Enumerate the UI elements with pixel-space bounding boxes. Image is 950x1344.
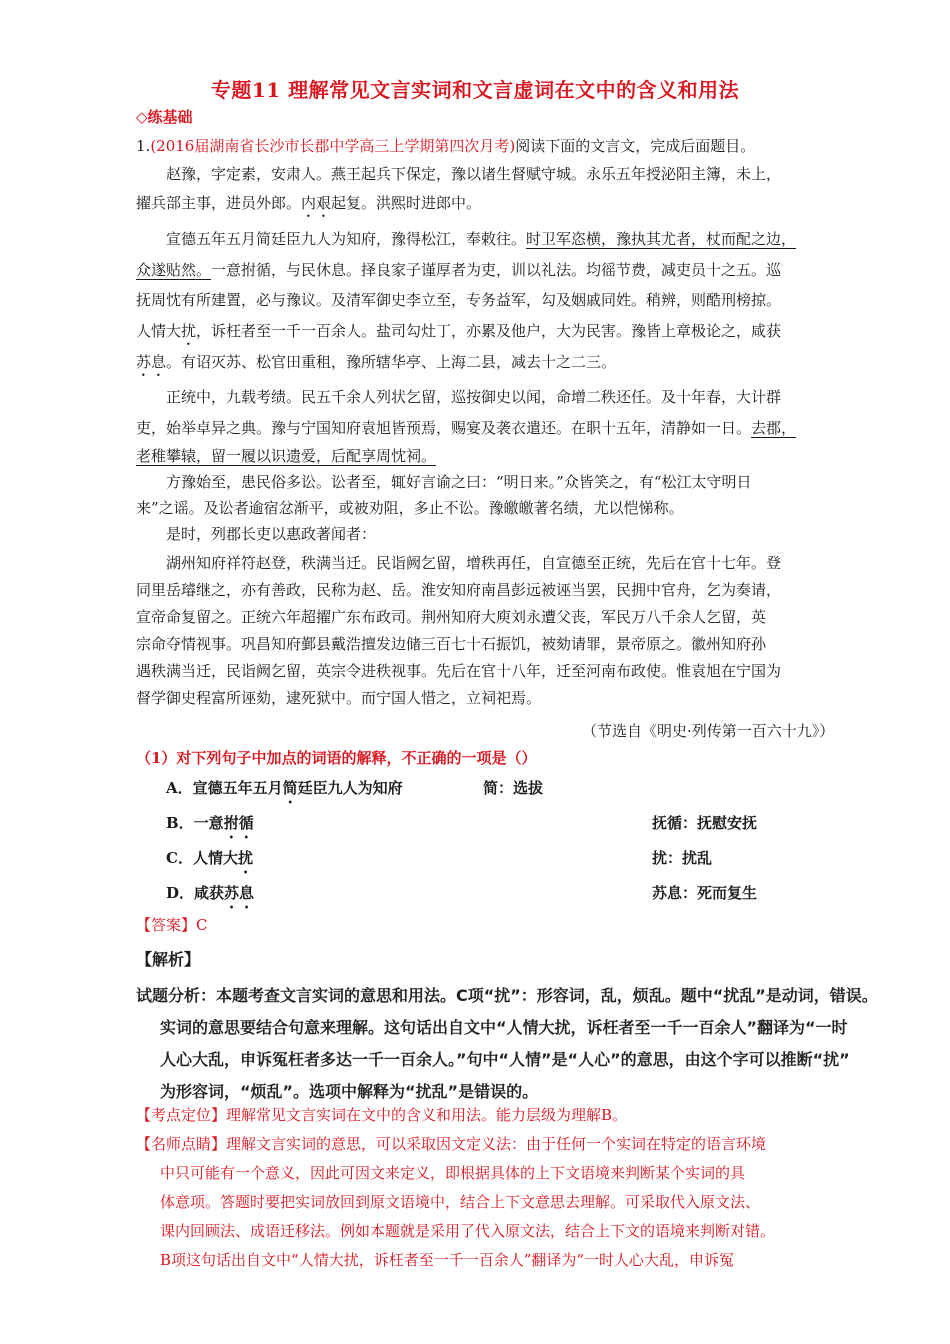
- mingshi-text: 中只可能有一个意义，因此可因文来定义，即根据具体的上下文语境来判断某个实词的具: [160, 1164, 746, 1182]
- underlined-sentence: 众遂贴然。: [136, 261, 212, 279]
- question-intro: [136, 136, 836, 156]
- option-d-gloss: 苏息：死而复生: [652, 884, 758, 902]
- option-a: A．宣德五年五月简廷臣九人为知府: [166, 779, 403, 797]
- dotted-word: 扰: [237, 849, 253, 867]
- passage-line: 宣德五年五月简廷臣九人为知府，豫得松江，奉敕往。时卫军恣横，豫执其尤者，杖而配之边，: [166, 230, 797, 248]
- underlined-sentence: 时卫军恣横，豫执其尤者，杖而配之边，: [526, 230, 797, 248]
- analysis-text: 人心大乱，申诉冤枉者多达一千一百余人。”句中“人情”是“人心”的意思，由这个字可以推断“扰”: [160, 1050, 850, 1069]
- passage-line: 来”之谣。及讼者逾宿忿渐平，或被劝阻，多止不讼。豫皦皦著名绩，尤以恺悌称。: [136, 499, 684, 517]
- mingshi-text: B项这句话出自文中“人情大扰，诉枉者至一千一百余人”翻译为“一时人心大乱，申诉冤: [160, 1251, 735, 1269]
- question-number: 1.: [136, 137, 151, 155]
- option-b: B．一意拊循: [166, 814, 254, 832]
- option-a-gloss: 简：选拔: [483, 779, 544, 797]
- analysis-text: 为形容词，“烦乱”。选项中解释为“扰乱”是错误的。: [160, 1082, 539, 1101]
- passage-line: 宣帝命复留之。正统六年超擢广东布政司。荆州知府大庾刘永遭父丧，军民万八千余人乞留，英: [136, 608, 767, 626]
- dotted-word: 扰: [181, 322, 197, 340]
- mingshi: 【名师点睛】理解文言实词的意思，可以采取因文定义法：由于任何一个实词在特定的语言环境: [136, 1135, 767, 1153]
- passage-line: 湖州知府祥符赵登，秩满当迁。民诣阙乞留，增秩再任，自宣德至正统，先后在官十七年。登: [166, 554, 782, 572]
- section-label: ◇练基础: [136, 108, 193, 126]
- passage-line: [136, 446, 836, 466]
- dotted-word: 简: [282, 779, 298, 797]
- passage-line: 抚周忱有所建置，必与豫议。及清军御史李立至，专务益军，勾及姻戚同姓。稍辨，则酷刑榜掠。: [136, 291, 782, 309]
- passage-line: 赵豫，字定素，安肃人。燕王起兵下保定，豫以诸生督赋守城。永乐五年授泌阳主簿，未上，: [166, 165, 782, 183]
- underlined-sentence: 去郡，: [751, 419, 797, 437]
- analysis-text: 实词的意思要结合句意来理解。这句话出自文中“人情大扰，诉枉者至一千一百余人”翻译为“一时: [160, 1018, 848, 1037]
- mingshi-text: 课内回顾法、成语迁移法。例如本题就是采用了代入原文法，结合上下文的语境来判断对错。: [160, 1222, 776, 1240]
- option-b-gloss: 抚循：抚慰安抚: [652, 814, 758, 832]
- analysis-label: 【解析】: [136, 950, 201, 969]
- passage-line: 宗命夺情视事。巩昌知府鄞县戴浩擅发边储三百七十石振饥，被劾请罪，景帝原之。徽州知府孙: [136, 635, 767, 653]
- option-c-gloss: 扰：扰乱: [652, 849, 713, 867]
- dotted-word: 苏息: [224, 884, 255, 902]
- source-note: (2016届湖南省长沙市长郡中学高三上学期第四次月考): [150, 137, 516, 155]
- answer-value: C: [196, 916, 208, 934]
- passage-line: 众遂贴然。一意拊循，与民休息。择良家子谨厚者为吏，训以礼法。均徭节费，减吏员十之五。巡: [136, 261, 782, 279]
- kaodian: 【考点定位】理解常见文言实词在文中的含义和用法。能力层级为理解B。: [136, 1106, 628, 1124]
- page-title: 专题11 理解常见文言实词和文言虚词在文中的含义和用法: [210, 78, 740, 102]
- passage-line: 同里岳璿继之，亦有善政，民称为赵、岳。淮安知府南昌彭远被诬当罢，民拥中官舟，乞为奏请，: [136, 581, 782, 599]
- passage-line: 人情大扰，诉枉者至一千一百余人。盐司勾灶丁，亦累及他户，大为民害。豫皆上章极论之，咸获: [136, 322, 782, 340]
- underlined-sentence: 老稚攀辕，留一履以识遗爱，后配享周忱祠。: [136, 447, 437, 465]
- passage-source: （节选自《明史·列传第一百六十九》）: [582, 722, 835, 740]
- instruction: 阅读下面的文言文，完成后面题目。: [515, 137, 756, 155]
- answer-label: 【答案】: [136, 916, 197, 934]
- passage-line: 擢兵部主事，进员外郎。内艰起复。洪熙时进郎中。: [136, 194, 482, 212]
- mingshi-label: 【名师点睛】: [136, 1135, 227, 1153]
- question-stem: （1）对下列句子中加点的词语的解释，不正确的一项是（）: [136, 749, 537, 767]
- passage-line: 督学御史程富所诬劾，逮死狱中。而宁国人惜之，立祠祀焉。: [136, 689, 542, 707]
- analysis-text: 试题分析：本题考查文言实词的意思和用法。C项“扰”：形容词，乱，烦乱。题中“扰乱”是动词，错误。: [136, 986, 878, 1005]
- dotted-word: 拊循: [223, 814, 254, 832]
- dotted-word: 内艰: [301, 194, 332, 212]
- passage-line: 方豫始至，患民俗多讼。讼者至，辄好言谕之曰：“明日来。”众皆笑之，有“松江太守明日: [166, 473, 752, 491]
- answer: [136, 915, 836, 935]
- option-d: D．咸获苏息: [166, 884, 255, 902]
- passage-line: 正统中，九载考绩。民五千余人列状乞留，巡按御史以闻，命增二秩还任。及十年春，大计群: [166, 388, 782, 406]
- passage-line: 苏息。有诏灭苏、松官田重租，豫所辖华亭、上海二县，减去十之二三。: [136, 353, 617, 371]
- passage-line: 是时，列郡长吏以惠政著闻者：: [166, 525, 377, 543]
- option-c: C．人情大扰: [166, 849, 253, 867]
- passage-line: 遇秩满当迁，民诣阙乞留，英宗令进秩视事。先后在官十八年，迁至河南布政使。惟袁旭在宁国为: [136, 662, 782, 680]
- mingshi-text: 体意项。答题时要把实词放回到原文语境中，结合上下文意思去理解。可采取代入原文法、: [160, 1193, 761, 1211]
- dotted-word: 苏息: [136, 353, 167, 371]
- kaodian-label: 【考点定位】: [136, 1106, 227, 1124]
- passage-line: 吏，始举卓异之典。豫与宁国知府袁旭皆预焉，赐宴及袭衣遣还。在职十五年，清静如一日。去郡，: [136, 419, 797, 437]
